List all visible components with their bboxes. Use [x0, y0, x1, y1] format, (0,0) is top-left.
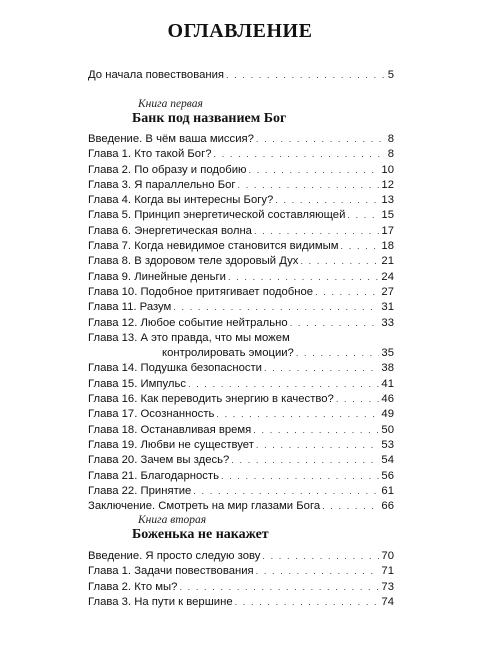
- entry-page: 74: [381, 595, 394, 608]
- entry-page: 54: [381, 454, 394, 467]
- entry-page: 66: [381, 500, 394, 513]
- toc-entry[interactable]: [88, 564, 394, 579]
- toc-entry[interactable]: [88, 438, 394, 453]
- entry-page: 8: [387, 133, 394, 145]
- entry-title: До начала повествования: [88, 69, 225, 81]
- entry-title: Глава 15. Импульс: [88, 377, 187, 390]
- entry-page: 12: [381, 178, 394, 191]
- dot-leader: [262, 549, 379, 564]
- toc-entry[interactable]: [88, 580, 394, 595]
- toc-entry[interactable]: [88, 316, 394, 331]
- entry-page: 24: [381, 270, 394, 283]
- entry-title: Глава 8. В здоровом теле здоровый Дух: [88, 255, 299, 268]
- entry-title: Заключение. Смотреть на мир глазами Бога: [88, 500, 321, 513]
- dot-leader: [256, 438, 380, 453]
- toc-entry[interactable]: [88, 193, 394, 208]
- toc-entry[interactable]: [88, 484, 394, 499]
- toc-entry[interactable]: [88, 469, 394, 484]
- toc-entry[interactable]: [88, 407, 394, 422]
- dot-leader: [256, 564, 380, 579]
- entry-title: Глава 22. Принятие: [88, 484, 192, 497]
- dot-leader: [216, 407, 379, 422]
- dot-leader: [275, 193, 379, 208]
- entry-title: Глава 11. Разум: [88, 301, 172, 314]
- entry-page: 15: [381, 209, 394, 222]
- toc-entry[interactable]: [88, 595, 394, 610]
- dot-leader: [235, 595, 380, 610]
- entry-page: 17: [381, 224, 394, 237]
- dot-leader: [249, 163, 380, 178]
- entry-page: 18: [381, 240, 394, 253]
- entry-title: Введение. В чём ваша миссия?: [88, 133, 254, 145]
- entry-page: 61: [381, 484, 394, 497]
- dot-leader: [290, 316, 380, 331]
- entry-title: Глава 2. Кто мы?: [88, 580, 178, 593]
- dot-leader: [336, 392, 380, 407]
- dot-leader: [173, 300, 379, 315]
- toc-entry-line1[interactable]: [88, 331, 394, 346]
- entry-title: Глава 14. Подушка безопасности: [88, 362, 262, 375]
- dot-leader: [322, 499, 379, 514]
- entry-page: 49: [381, 408, 394, 421]
- entry-title: Введение. Я просто следую зову: [88, 550, 261, 562]
- entry-title: Глава 1. Кто такой Бог?: [88, 148, 212, 161]
- toc-entry[interactable]: [88, 163, 394, 178]
- dot-leader: [315, 285, 379, 300]
- toc-entry-line2[interactable]: [88, 346, 394, 361]
- entry-page: 50: [381, 423, 394, 436]
- entry-page: 33: [381, 316, 394, 329]
- book2-label: Книга вторая: [138, 514, 207, 526]
- dot-leader: [179, 580, 379, 595]
- entry-title: Глава 2. По образу и подобию: [88, 163, 247, 176]
- entry-page: 46: [381, 393, 394, 406]
- dot-leader: [296, 346, 380, 361]
- entry-title: Глава 6. Энергетическая волна: [88, 224, 252, 237]
- toc-entry[interactable]: [88, 499, 394, 514]
- dot-leader: [193, 484, 379, 499]
- entry-page: 13: [381, 194, 394, 207]
- entry-title: Глава 20. Зачем вы здесь?: [88, 454, 230, 467]
- toc-entry[interactable]: [88, 361, 394, 376]
- entry-title: Глава 3. На пути к вершине: [88, 595, 233, 608]
- entry-title: Глава 9. Линейные деньги: [88, 270, 226, 283]
- entry-page: 73: [381, 580, 394, 593]
- book2-entries: [88, 549, 394, 610]
- toc-entry[interactable]: [88, 453, 394, 468]
- entry-title: Глава 7. Когда невидимое становится видимым: [88, 240, 339, 253]
- entry-title: Глава 17. Осознанность: [88, 408, 215, 421]
- dot-leader: [341, 239, 380, 254]
- dot-leader: [254, 224, 379, 239]
- toc-intro: [88, 68, 394, 83]
- toc-entry[interactable]: [88, 549, 394, 564]
- toc-entry[interactable]: [88, 208, 394, 223]
- book2-title: Боженька не накажет: [132, 527, 269, 542]
- dot-leader: [256, 132, 386, 147]
- dot-leader: [300, 254, 379, 269]
- toc-entry[interactable]: [88, 132, 394, 147]
- toc-entry[interactable]: [88, 178, 394, 193]
- book1-title: Банк под названием Бог: [132, 111, 287, 126]
- toc-entry[interactable]: [88, 423, 394, 438]
- dot-leader: [231, 453, 379, 468]
- toc-entry[interactable]: [88, 392, 394, 407]
- dot-leader: [226, 68, 386, 83]
- entry-page: 35: [381, 347, 394, 360]
- entry-title: Глава 16. Как переводить энергию в качество?: [88, 393, 334, 406]
- entry-title: Глава 19. Любви не существует: [88, 438, 254, 451]
- entry-page: 70: [381, 550, 394, 562]
- dot-leader: [238, 178, 380, 193]
- book1-entries: [88, 132, 394, 514]
- toc-entry[interactable]: [88, 239, 394, 254]
- entry-page: 53: [381, 438, 394, 451]
- entry-page: 27: [381, 285, 394, 298]
- entry-title: Глава 5. Принцип энергетической составляющей: [88, 209, 346, 222]
- entry-title: контролировать эмоции?: [162, 347, 294, 360]
- toc-entry[interactable]: [88, 224, 394, 239]
- toc-entry[interactable]: [88, 285, 394, 300]
- entry-title: Глава 10. Подобное притягивает подобное: [88, 285, 314, 298]
- toc-entry[interactable]: [88, 377, 394, 392]
- dot-leader: [347, 208, 379, 223]
- entry-title: Глава 3. Я параллельно Бог: [88, 178, 236, 191]
- dot-leader: [221, 469, 379, 484]
- entry-title: Глава 12. Любое событие нейтрально: [88, 316, 288, 329]
- entry-page: 10: [381, 163, 394, 176]
- toc-entry[interactable]: [88, 254, 394, 269]
- entry-page: 21: [381, 255, 394, 268]
- entry-page: 38: [381, 362, 394, 375]
- toc-entry[interactable]: [88, 147, 394, 162]
- toc-entry[interactable]: [88, 68, 394, 83]
- dot-leader: [188, 377, 379, 392]
- entry-title: Глава 21. Благодарность: [88, 469, 219, 482]
- dot-leader: [253, 423, 379, 438]
- entry-page: 31: [381, 301, 394, 314]
- entry-page: 71: [381, 565, 394, 578]
- entry-title: Глава 1. Задачи повествования: [88, 565, 254, 578]
- entry-page: 41: [381, 377, 394, 390]
- entry-page: 8: [387, 148, 394, 161]
- dot-leader: [228, 270, 379, 285]
- toc-entry[interactable]: [88, 300, 394, 315]
- book1-label: Книга первая: [138, 98, 203, 110]
- entry-title: Глава 13. А это правда, что мы можем: [88, 331, 290, 344]
- entry-title: Глава 4. Когда вы интересны Богу?: [88, 194, 274, 207]
- entry-page: 5: [387, 69, 394, 81]
- dot-leader: [214, 147, 386, 162]
- toc-title: ОГЛАВЛЕНИЕ: [167, 20, 313, 42]
- entry-page: 56: [381, 469, 394, 482]
- toc-entry[interactable]: [88, 270, 394, 285]
- entry-title: Глава 18. Останавливая время: [88, 423, 252, 436]
- dot-leader: [264, 361, 379, 376]
